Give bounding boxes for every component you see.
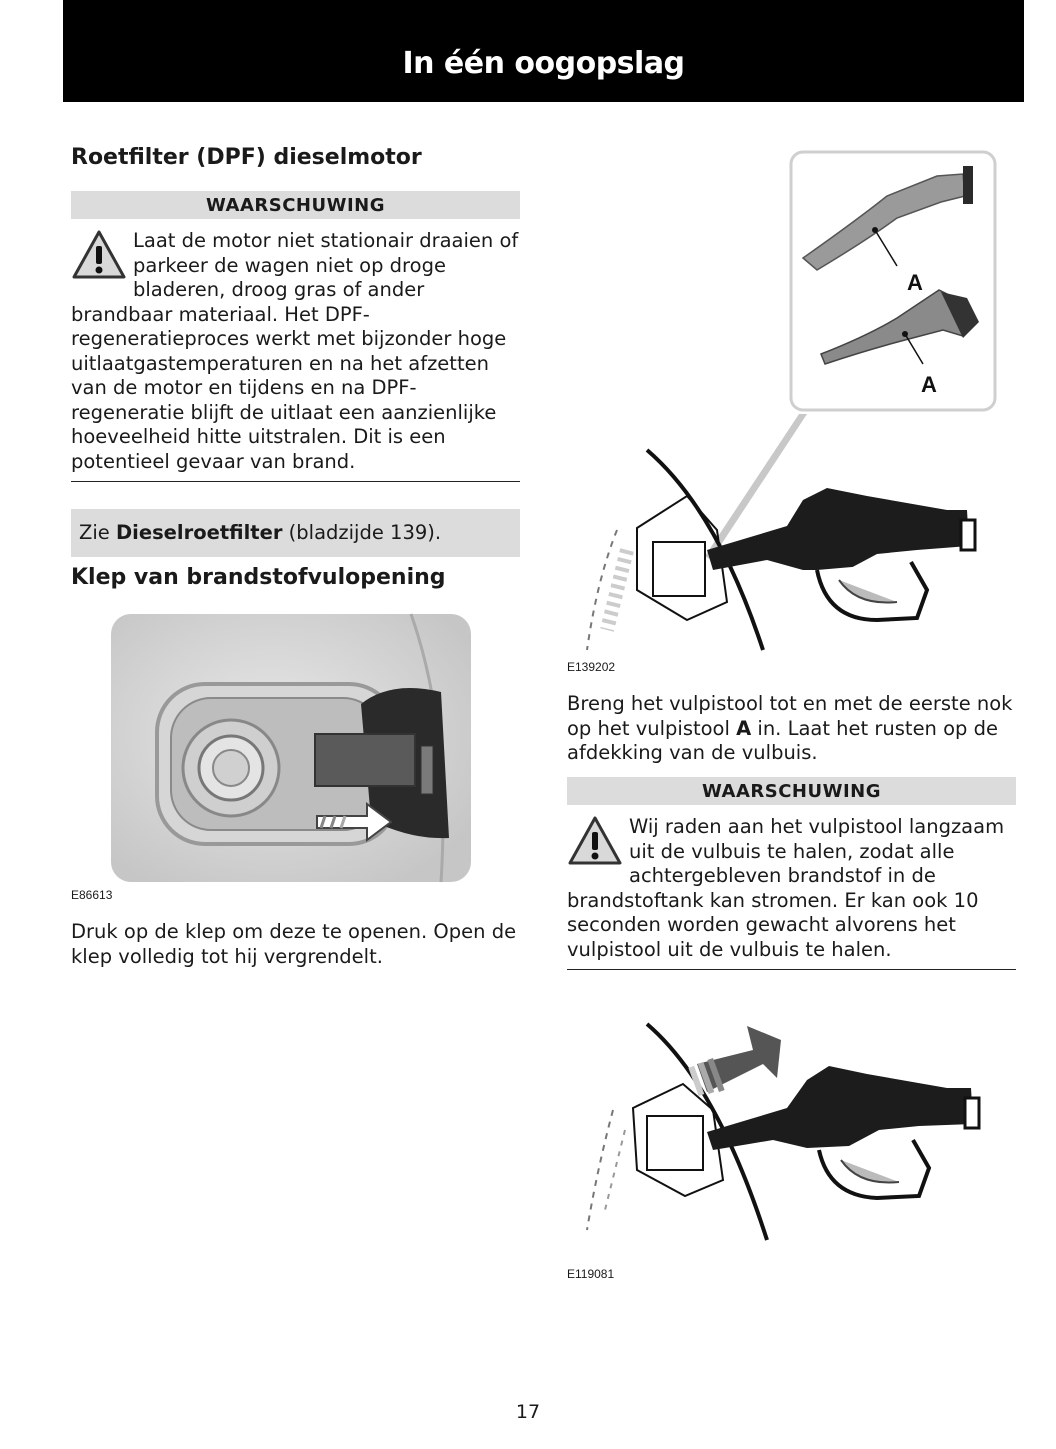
nozzle-remove-illustration bbox=[567, 1000, 1016, 1266]
cross-reference-link[interactable]: Dieselroetfilter bbox=[115, 521, 283, 544]
warning-text-dpf: Laat de motor niet stationair draaien of parkeer de wagen niet op droge bladeren, droog gras of ander brandbaar materiaal. Het DPF-regeneratieproces werkt met bijzonder hoge uitlaatgastemperaturen en na het afzetten van de motor en tijdens en na DPF-regeneratie blijft de uitlaat een aanzienlijke hoeveelheid hitte uitstralen. Dit is een potentieel gevaar van brand. bbox=[71, 229, 519, 473]
fuel-flap-instruction: Druk op de klep om deze te openen. Open de klep volledig tot hij vergrendelt. bbox=[71, 920, 517, 968]
figure-caption: E119081 bbox=[567, 1267, 615, 1281]
warning-triangle-icon bbox=[567, 815, 623, 867]
page-number: 17 bbox=[515, 1401, 541, 1423]
warning-text-nozzle: Wij raden aan het vulpistool langzaam uit de vulbuis te halen, zodat alle achtergebleven brandstof in de brandstoftank kan stromen. Er kan ook 10 seconden worden gewacht alvorens het vulpistool uit de vulbuis te halen. bbox=[567, 815, 1005, 961]
chapter-header bbox=[63, 0, 1024, 102]
warning-label: WAARSCHUWING bbox=[567, 777, 1016, 805]
fuel-flap-illustration bbox=[71, 608, 520, 890]
warning-end-rule bbox=[567, 969, 1016, 970]
nozzle-insert-instruction: Breng het vulpistool tot en met de eerste nok op het vulpistool A in. Laat het rusten op de afdekking van de vulbuis. bbox=[567, 692, 1013, 764]
nozzle-label-a: A bbox=[907, 270, 923, 295]
section-title-dpf: Roetfilter (DPF) dieselmotor bbox=[71, 145, 422, 170]
warning-triangle-icon bbox=[71, 229, 127, 281]
cross-reference-box: Zie Dieselroetfilter (bladzijde 139). bbox=[71, 509, 520, 557]
nozzle-label-a-second: A bbox=[921, 372, 937, 397]
chapter-title: In één oogopslag bbox=[402, 46, 685, 81]
nozzle-insert-illustration bbox=[567, 150, 1016, 660]
section-title-fuel-flap: Klep van brandstofvulopening bbox=[71, 565, 446, 590]
figure-caption: E86613 bbox=[71, 888, 113, 902]
warning-end-rule bbox=[71, 481, 520, 482]
warning-label: WAARSCHUWING bbox=[71, 191, 520, 219]
figure-caption: E139202 bbox=[567, 660, 616, 674]
